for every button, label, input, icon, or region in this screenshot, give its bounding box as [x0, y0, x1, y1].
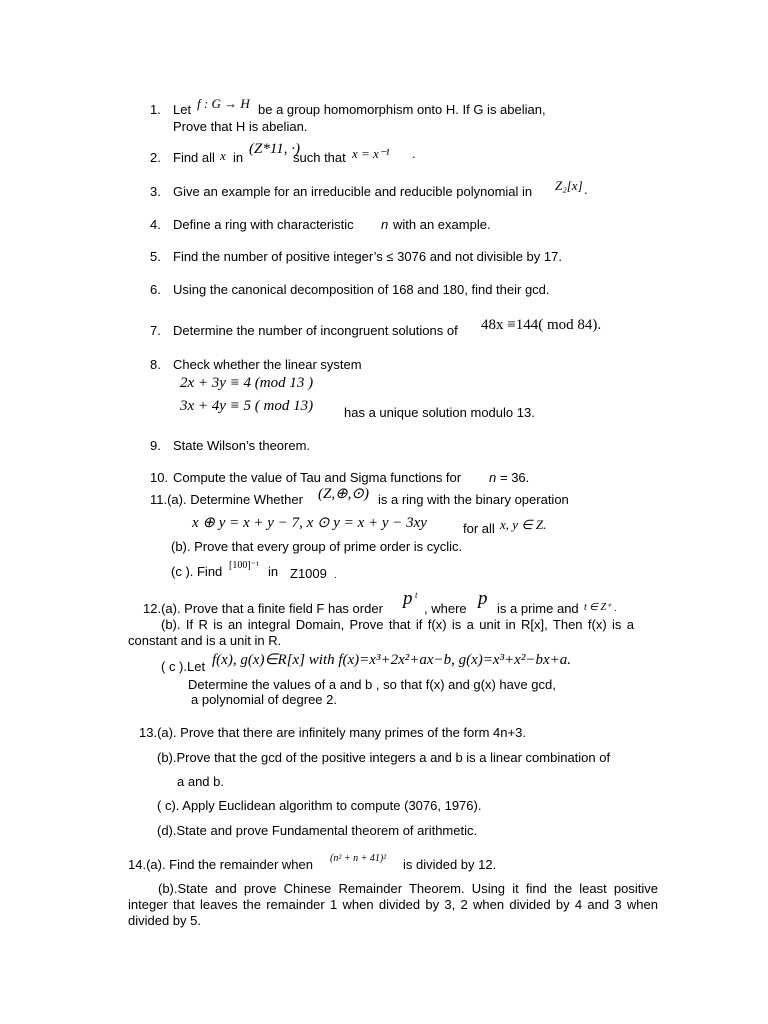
q3-number: 3. [150, 184, 161, 199]
q2-text-b: in [233, 150, 244, 165]
q11-operations: x ⊕ y = x + y − 7, x ⊙ y = x + y − 3xy [192, 515, 427, 531]
q7-equation: 48x ≡144( mod 84). [481, 317, 602, 333]
q11a-math: (Z,⊕,⊙) [318, 486, 369, 502]
q10-text-b: = 36. [500, 470, 530, 485]
q9-text: State Wilson’s theorem. [173, 438, 311, 453]
q1-number: 1. [150, 102, 161, 117]
q8-equation-1: 2x + 3y ≡ 4 (mod 13 ) [180, 375, 314, 391]
q13d-text: (d).State and prove Fundamental theorem of arithmetic. [157, 823, 478, 838]
q10-text-a: Compute the value of Tau and Sigma functions for [173, 470, 462, 485]
q2-text-c: such that [293, 150, 346, 165]
q11b-text: (b). Prove that every group of prime order is cyclic. [171, 539, 463, 554]
q10-n: n [489, 470, 497, 485]
q12b-text: (b). If R is an integral Domain, Prove that if f(x) is a unit in R[x], Then f(x) is a constant and is a unit in R. [128, 617, 634, 648]
q14b-text: (b).State and prove Chinese Remainder Theorem. Using it find the least positive integer that leaves the remainder 1 when divided by 3, 2 when divided by 4 and 3 when divided by 5. [128, 881, 658, 928]
q11a-text: is a ring with the binary operation [378, 492, 569, 507]
q14a-math: (n² + n + 41)² [330, 853, 387, 864]
q13c-text: ( c). Apply Euclidean algorithm to compute (3076, 1976). [157, 798, 482, 813]
q12a-where: , where [424, 601, 467, 616]
q8-tail: has a unique solution modulo 13. [344, 405, 535, 420]
q3-text: Give an example for an irreducible and reducible polynomial in [173, 184, 533, 199]
q2-equation: x = x⁻¹ [352, 146, 390, 161]
q11-forall: for all [463, 521, 495, 536]
q12a-prime: is a prime and [497, 601, 579, 616]
q2-end: . [412, 146, 416, 161]
q1-math: f : G → H [197, 96, 250, 111]
q12a-p: p [403, 588, 413, 609]
q4-text-b: with an example. [393, 217, 491, 232]
q11c-label: (c ). Find [171, 564, 223, 579]
q14a-end: is divided by 12. [403, 857, 497, 872]
q3-ring: Z₂[x] [555, 178, 583, 193]
q11-domain: x, y ∈ Z. [500, 517, 547, 532]
q7-text: Determine the number of incongruent solutions of [173, 323, 458, 338]
q12c-label: ( c ).Let [161, 659, 206, 674]
q8-number: 8. [150, 357, 161, 372]
q11c-in: in [268, 564, 279, 579]
q1-text-b: be a group homomorphism onto H. If G is abelian, [258, 102, 546, 117]
q4-n: n [381, 217, 389, 232]
q12c-line2: Determine the values of a and b , so that f(x) and g(x) have gcd, [188, 677, 556, 692]
q3-end: . [584, 182, 588, 197]
q12a-label: 12.(a). Prove that a finite field F has order [143, 601, 383, 616]
q1-text-c: Prove that H is abelian. [173, 119, 308, 134]
q14a-label: 14.(a). Find the remainder when [128, 857, 313, 872]
q8-equation-2: 3x + 4y ≡ 5 ( mod 13) [180, 398, 314, 414]
q13a-text: 13.(a). Prove that there are infinitely many primes of the form 4n+3. [139, 725, 526, 740]
q12a-tz: t ∈ Z⁺ [584, 602, 612, 613]
q2-x: x [220, 148, 226, 163]
q1-text-a: Let [173, 102, 192, 117]
q9-number: 9. [150, 438, 161, 453]
q12a-end: . [614, 603, 617, 614]
q5-number: 5. [150, 249, 161, 264]
q11c-z: Z1009 [290, 566, 327, 581]
q2-number: 2. [150, 150, 161, 165]
q6-text: Using the canonical decomposition of 168 and 180, find their gcd. [173, 282, 550, 297]
q6-number: 6. [150, 282, 161, 297]
q2-text-a: Find all [173, 150, 215, 165]
q8-text: Check whether the linear system [173, 357, 362, 372]
q11c-end: . [334, 570, 337, 581]
q11a-label: 11.(a). Determine Whether [150, 492, 303, 507]
q4-number: 4. [150, 217, 161, 232]
q7-number: 7. [150, 323, 161, 338]
q13b-line1: (b).Prove that the gcd of the positive integers a and b is a linear combination of [157, 750, 611, 765]
q5-text: Find the number of positive integer’s ≤ 3076 and not divisible by 17. [173, 249, 562, 264]
q12c-line3: a polynomial of degree 2. [191, 692, 337, 707]
q12a-p2: p [478, 588, 488, 609]
q13b-line2: a and b. [177, 774, 224, 789]
q11c-math: [100]⁻¹ [229, 560, 259, 571]
q12c-math: f(x), g(x)∈R[x] with f(x)=x³+2x²+ax−b, g(x)=x³+x²−bx+a. [212, 652, 571, 668]
q12a-t: t [415, 590, 418, 600]
q2-group: (Z*11, ·) [249, 141, 300, 157]
q4-text-a: Define a ring with characteristic [173, 217, 354, 232]
q10-number: 10. [150, 470, 169, 485]
